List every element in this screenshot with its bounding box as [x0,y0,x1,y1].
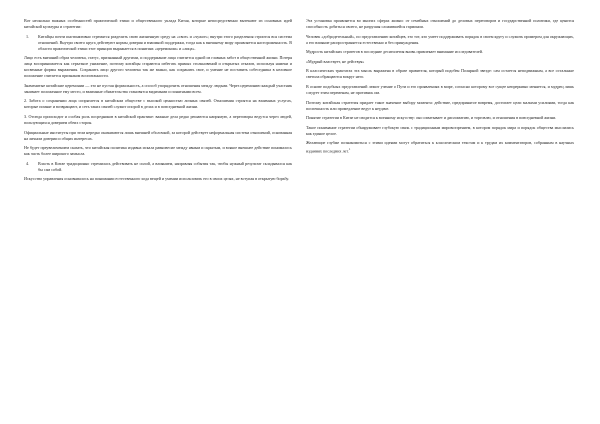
paragraph-text: Эта установка проявляется во многих сферах жизни: от семейных отношений до деловых переговоров и государственной политики, где ценится способность добиться своего, не разрушая сложившейся гармонии. [306,18,574,29]
paragraph [306,59,574,65]
paragraph-text: 3. Отсюда происходит и особая роль посредников в китайской практике: важные дела редко решаются напрямую, а переговоры ведутся через людей, пользующихся доверием обеих сторон. [24,113,292,125]
paragraph [306,115,574,121]
paragraph-text: Желающие глубже познакомиться с этими идеями могут обратиться к классическим текстам и к трудам их комментаторов, собранным в научных изданиях последних лет. [306,140,574,154]
paragraph [24,98,292,110]
paragraph [306,125,574,137]
numbered-paragraph [24,34,292,52]
list-number: 1. [26,33,30,39]
paragraph [306,84,574,96]
paragraph-text: Не будет преувеличением сказать, что китайская политика издавна искала равновесие между явным и скрытым, и всякое внешнее действие понималось как часть более широкого замысла. [24,145,292,157]
paragraph-text: В классических трактатах эта мысль выражена в образе правителя, который подобен Полярной звезде: сам остается неподвижным, а все остальные светила обращаются вокруг него. [306,68,574,80]
left-column [24,18,292,186]
paragraph-text: Китайцы почти инстинктивно стремятся разделить свою жизненную среду на «свое» и «чужое»; внутри этого разделения строится вся система отношений. Внутри своего круга действуют нормы доверия и взаимной поддержки, тогда как к внешнему миру проявляется настороженность. В области практической этики этот принцип выражается в понятиях «церемонии» и «лица». [38,33,292,51]
paragraph-text: Мудрость китайских стратегов в последние десятилетия вновь привлекает внимание исследователей. [306,49,483,55]
paragraph-text: Власть в Китае традиционно стремилась действовать не силой, а влиянием, направляя события так, чтобы нужный результат складывался как бы сам собой. [38,160,292,172]
paragraph-text: Человек «добродетельный», по представлению китайцев, это тот, кто умеет поддерживать порядок в своем кругу и служить примером для окружающих, а его влияние распространяется естественно и без принуждения. [306,33,574,45]
paragraph [24,145,292,157]
paragraph-text: В основе подобных представлений лежит учение о Пути и его проявлениях в мире, согласно которому все сущее непрерывно меняется, и мудрец лишь следует этим переменам, не противясь им. [306,83,574,95]
paragraph-text: Искусство управления основывалось на понимании естественного хода вещей и умении использовать его в своих целях, не вступая в открытую борьбу. [24,176,290,182]
paragraph-text: Поэтому китайская стратегия придает такое значение выбору момента: действие, предпринятое вовремя, достигает цели малыми усилиями, тогда как поспешность или промедление ведут к неудаче. [306,99,574,111]
paragraph [24,83,292,95]
paragraph-text: Лицо есть внешний образ человека, статус, признанный другими, и поддержание лица считается одной из главных забот в общественной жизни. Потеря лица воспринимается как серьезное унижение, поэтому китайцы стараются избегать прямых столкновений и открытых отказов, используя намеки и косвенные формы выражения. Сохранить лицо другого человека так же важно, как сохранить свое, и умение не поставить собеседника в неловкое положение считается признаком воспитанности. [24,55,292,79]
paragraph [24,55,292,79]
paragraph-text: Понятие стратегии в Китае не сводится к военному искусству: оно охватывает и дипломатию, и торговлю, и отношения в повседневной жизни. [306,115,557,121]
paragraph [306,49,574,55]
paragraph-text: Знаменитые китайские церемонии — это не пустая формальность, а способ упорядочить отношения между людьми. Через церемонию каждый участник занимает положенное ему место, и взаимные обязательства становятся видимыми и понятными всем. [24,82,292,94]
paragraph [306,34,574,46]
paragraph [24,176,292,182]
numbered-paragraph [24,161,292,173]
paragraph [24,18,292,30]
paragraph-text: Официальные институты при этом нередко оказываются лишь внешней оболочкой, за которой действует неформальная система отношений, основанная на личном доверии и общих интересах. [24,129,292,141]
paragraph [24,130,292,142]
paragraph-text: 2. Забота о сохранении лица сопрягается в китайском обществе с высокой ценностью личных связей. Отношения строятся на взаимных услугах, которые помнят и возвращают, и сеть таких связей служит опорой в делах и в повседневной жизни. [24,98,292,110]
list-number: 4. [26,160,30,166]
paragraph [306,140,574,154]
paragraph [306,68,574,80]
paragraph [306,100,574,112]
paragraph [24,114,292,126]
paragraph-text: Такое понимание стратегии обнаруживает глубокую связь с традиционным мировоззрением, в котором порядок мира и порядок общества мыслились как единое целое. [306,124,574,136]
paragraph-text: Вот несколько важных особенностей практической этики и общественного уклада Китая, которые непосредственно вытекают из основных идей китайской культуры и стратегии: [24,18,292,29]
footnote-marker[interactable]: 1 [348,147,351,152]
right-column [306,18,574,158]
paragraph-text: «Мудрый властвует, не действуя» [306,58,365,64]
paragraph [306,18,574,30]
